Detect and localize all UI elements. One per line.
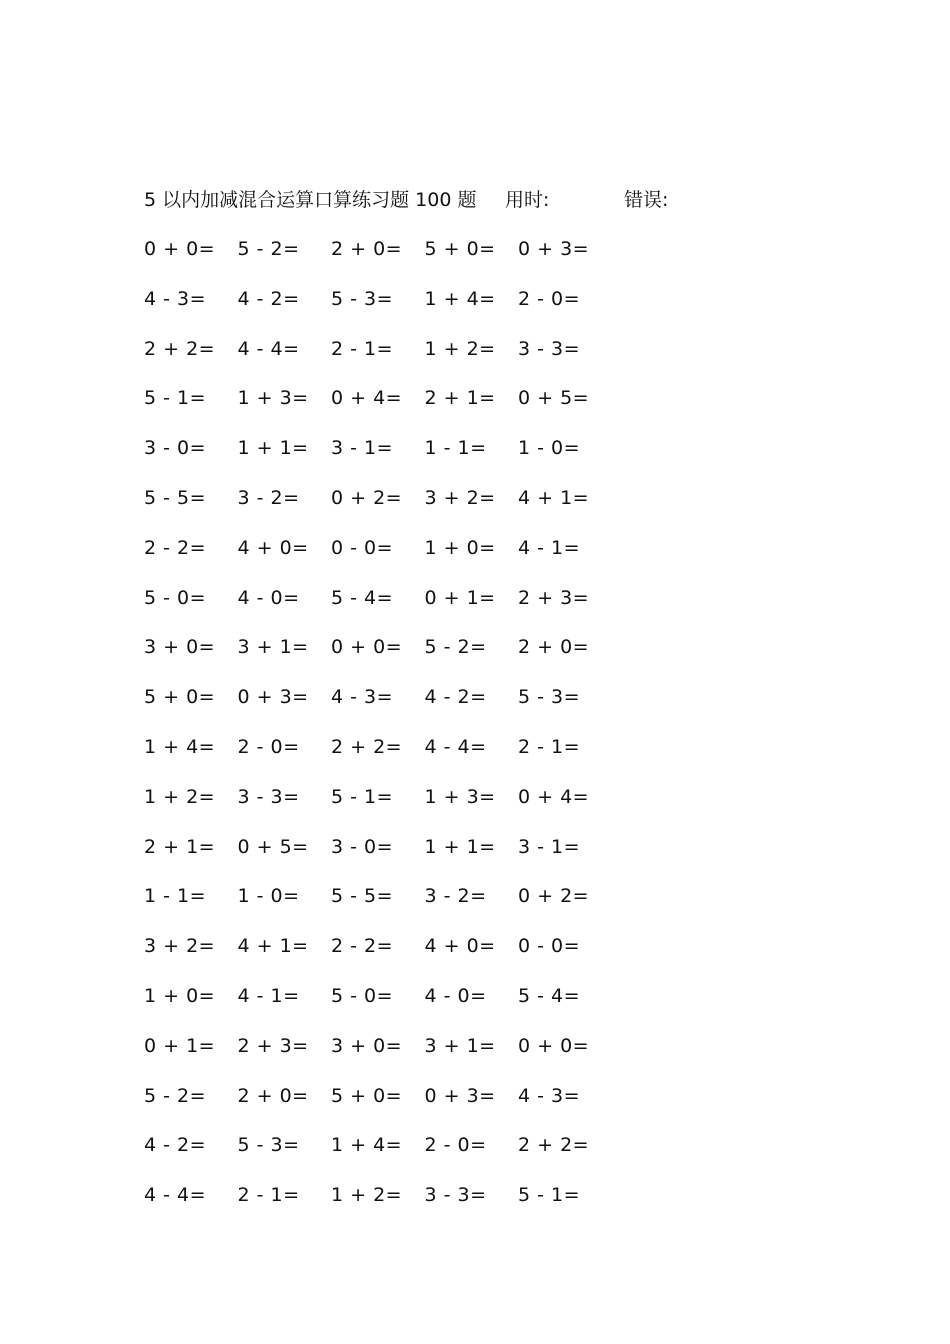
problem-cell: 4 + 1=	[237, 935, 309, 958]
problem-cell: 3 + 0=	[331, 1034, 403, 1057]
problem-cell: 3 - 3=	[237, 785, 300, 808]
problem-cell: 5 - 3=	[237, 1134, 300, 1157]
problem-cell: 0 + 3=	[518, 238, 590, 260]
problem-cell: 1 + 0=	[424, 536, 496, 559]
problem-row	[144, 335, 624, 385]
problem-cell: 0 - 0=	[518, 935, 581, 958]
problem-cell: 0 - 0=	[331, 536, 394, 559]
problem-cell: 5 - 1=	[331, 785, 394, 808]
problem-cell: 1 + 3=	[237, 387, 309, 410]
problem-cell: 4 - 0=	[424, 984, 487, 1007]
problem-cell: 2 - 2=	[331, 935, 394, 958]
problem-cell: 2 + 3=	[518, 586, 590, 609]
problem-cell: 5 - 2=	[424, 636, 487, 659]
problem-cell: 3 + 0=	[144, 636, 216, 659]
problem-cell: 3 - 3=	[518, 337, 581, 360]
problem-row	[144, 932, 624, 982]
problem-cell: 2 + 0=	[331, 238, 403, 260]
problem-cell: 1 + 4=	[331, 1134, 403, 1157]
problem-cell: 5 - 3=	[331, 287, 394, 310]
problem-cell: 1 + 1=	[237, 437, 309, 460]
problem-cell: 5 - 2=	[144, 1084, 207, 1107]
problem-cell: 1 + 3=	[424, 785, 496, 808]
problem-cell: 2 + 0=	[237, 1084, 309, 1107]
problem-cell: 4 - 2=	[424, 686, 487, 709]
problem-row	[144, 882, 624, 932]
problem-row	[144, 1181, 624, 1231]
problem-row	[144, 1131, 624, 1181]
problem-cell: 0 + 4=	[331, 387, 403, 410]
problem-cell: 2 - 0=	[237, 735, 300, 758]
problem-cell: 2 - 1=	[518, 735, 581, 758]
problem-cell: 3 - 0=	[144, 437, 207, 460]
problem-cell: 3 - 3=	[424, 1184, 487, 1207]
problem-cell: 3 - 1=	[518, 835, 581, 858]
problem-row	[144, 534, 624, 584]
problem-cell: 1 + 4=	[424, 287, 496, 310]
problem-cell: 2 + 3=	[237, 1034, 309, 1057]
problem-row	[144, 384, 624, 434]
problem-cell: 4 - 4=	[144, 1184, 207, 1207]
problem-cell: 0 + 4=	[518, 785, 590, 808]
problem-cell: 3 - 0=	[331, 835, 394, 858]
problem-row	[144, 584, 624, 634]
problem-row	[144, 484, 624, 534]
problem-cell: 1 + 0=	[144, 984, 216, 1007]
problem-row	[144, 1082, 624, 1132]
problem-cell: 1 - 1=	[424, 437, 487, 460]
problem-cell: 2 + 2=	[518, 1134, 590, 1157]
problem-cell: 5 - 1=	[518, 1184, 581, 1207]
problem-cell: 2 - 2=	[144, 536, 207, 559]
problem-cell: 1 + 4=	[144, 735, 216, 758]
problem-cell: 1 + 1=	[424, 835, 496, 858]
problem-cell: 5 - 5=	[331, 885, 394, 908]
problem-cell: 0 + 2=	[331, 486, 403, 509]
problem-cell: 4 - 1=	[518, 536, 581, 559]
problem-cell: 4 - 3=	[331, 686, 394, 709]
problem-row	[144, 1032, 624, 1082]
problem-cell: 5 + 0=	[331, 1084, 403, 1107]
problem-row	[144, 285, 624, 335]
problem-cell: 4 - 2=	[237, 287, 300, 310]
problem-cell: 0 + 3=	[424, 1084, 496, 1107]
problem-cell: 1 + 2=	[144, 785, 216, 808]
problem-cell: 3 + 1=	[424, 1034, 496, 1057]
problem-row	[144, 434, 624, 484]
problem-cell: 1 - 0=	[237, 885, 300, 908]
problem-row	[144, 683, 624, 733]
problem-cell: 0 + 5=	[518, 387, 590, 410]
problem-cell: 0 + 5=	[237, 835, 309, 858]
problem-cell: 2 + 1=	[144, 835, 216, 858]
problem-cell: 5 - 1=	[144, 387, 207, 410]
problem-cell: 1 + 2=	[331, 1184, 403, 1207]
problem-cell: 5 - 0=	[144, 586, 207, 609]
problem-cell: 4 - 4=	[237, 337, 300, 360]
problem-grid	[144, 235, 624, 1231]
problem-cell: 4 + 1=	[518, 486, 590, 509]
problem-cell: 2 + 0=	[518, 636, 590, 659]
problem-cell: 2 + 2=	[144, 337, 216, 360]
problem-cell: 4 - 2=	[144, 1134, 207, 1157]
problem-cell: 0 + 2=	[518, 885, 590, 908]
problem-cell: 5 - 4=	[518, 984, 581, 1007]
problem-cell: 0 + 0=	[331, 636, 403, 659]
problem-cell: 2 - 1=	[331, 337, 394, 360]
problem-cell: 3 - 2=	[237, 486, 300, 509]
problem-cell: 1 - 0=	[518, 437, 581, 460]
problem-cell: 2 + 1=	[424, 387, 496, 410]
problem-row	[144, 783, 624, 833]
page-title: 5 以内加减混合运算口算练习题 100 题	[144, 189, 477, 211]
problem-cell: 0 + 3=	[237, 686, 309, 709]
problem-cell: 4 - 3=	[518, 1084, 581, 1107]
problem-cell: 2 + 2=	[331, 735, 403, 758]
time-used-label: 用时:	[505, 189, 550, 211]
problem-cell: 0 + 0=	[518, 1034, 590, 1057]
problem-cell: 0 + 1=	[144, 1034, 216, 1057]
problem-cell: 3 - 2=	[424, 885, 487, 908]
problem-cell: 3 - 1=	[331, 437, 394, 460]
problem-row	[144, 235, 624, 285]
problem-cell: 3 + 2=	[424, 486, 496, 509]
problem-row	[144, 982, 624, 1032]
problem-cell: 0 + 1=	[424, 586, 496, 609]
errors-label: 错误:	[624, 189, 669, 211]
problem-cell: 2 - 0=	[518, 287, 581, 310]
problem-cell: 5 - 0=	[331, 984, 394, 1007]
problem-row	[144, 733, 624, 783]
problem-cell: 1 + 2=	[424, 337, 496, 360]
problem-cell: 5 - 2=	[237, 238, 300, 260]
problem-cell: 1 - 1=	[144, 885, 207, 908]
problem-cell: 5 - 3=	[518, 686, 581, 709]
problem-cell: 5 - 5=	[144, 486, 207, 509]
problem-cell: 4 - 1=	[237, 984, 300, 1007]
problem-cell: 5 + 0=	[144, 686, 216, 709]
problem-cell: 4 - 3=	[144, 287, 207, 310]
problem-cell: 5 + 0=	[424, 238, 496, 260]
problem-cell: 0 + 0=	[144, 238, 216, 260]
problem-cell: 4 - 4=	[424, 735, 487, 758]
problem-cell: 2 - 1=	[237, 1184, 300, 1207]
problem-cell: 3 + 2=	[144, 935, 216, 958]
problem-cell: 4 + 0=	[237, 536, 309, 559]
problem-cell: 5 - 4=	[331, 586, 394, 609]
problem-cell: 3 + 1=	[237, 636, 309, 659]
problem-row	[144, 833, 624, 883]
problem-row	[144, 633, 624, 683]
problem-cell: 4 + 0=	[424, 935, 496, 958]
problem-cell: 4 - 0=	[237, 586, 300, 609]
problem-cell: 2 - 0=	[424, 1134, 487, 1157]
